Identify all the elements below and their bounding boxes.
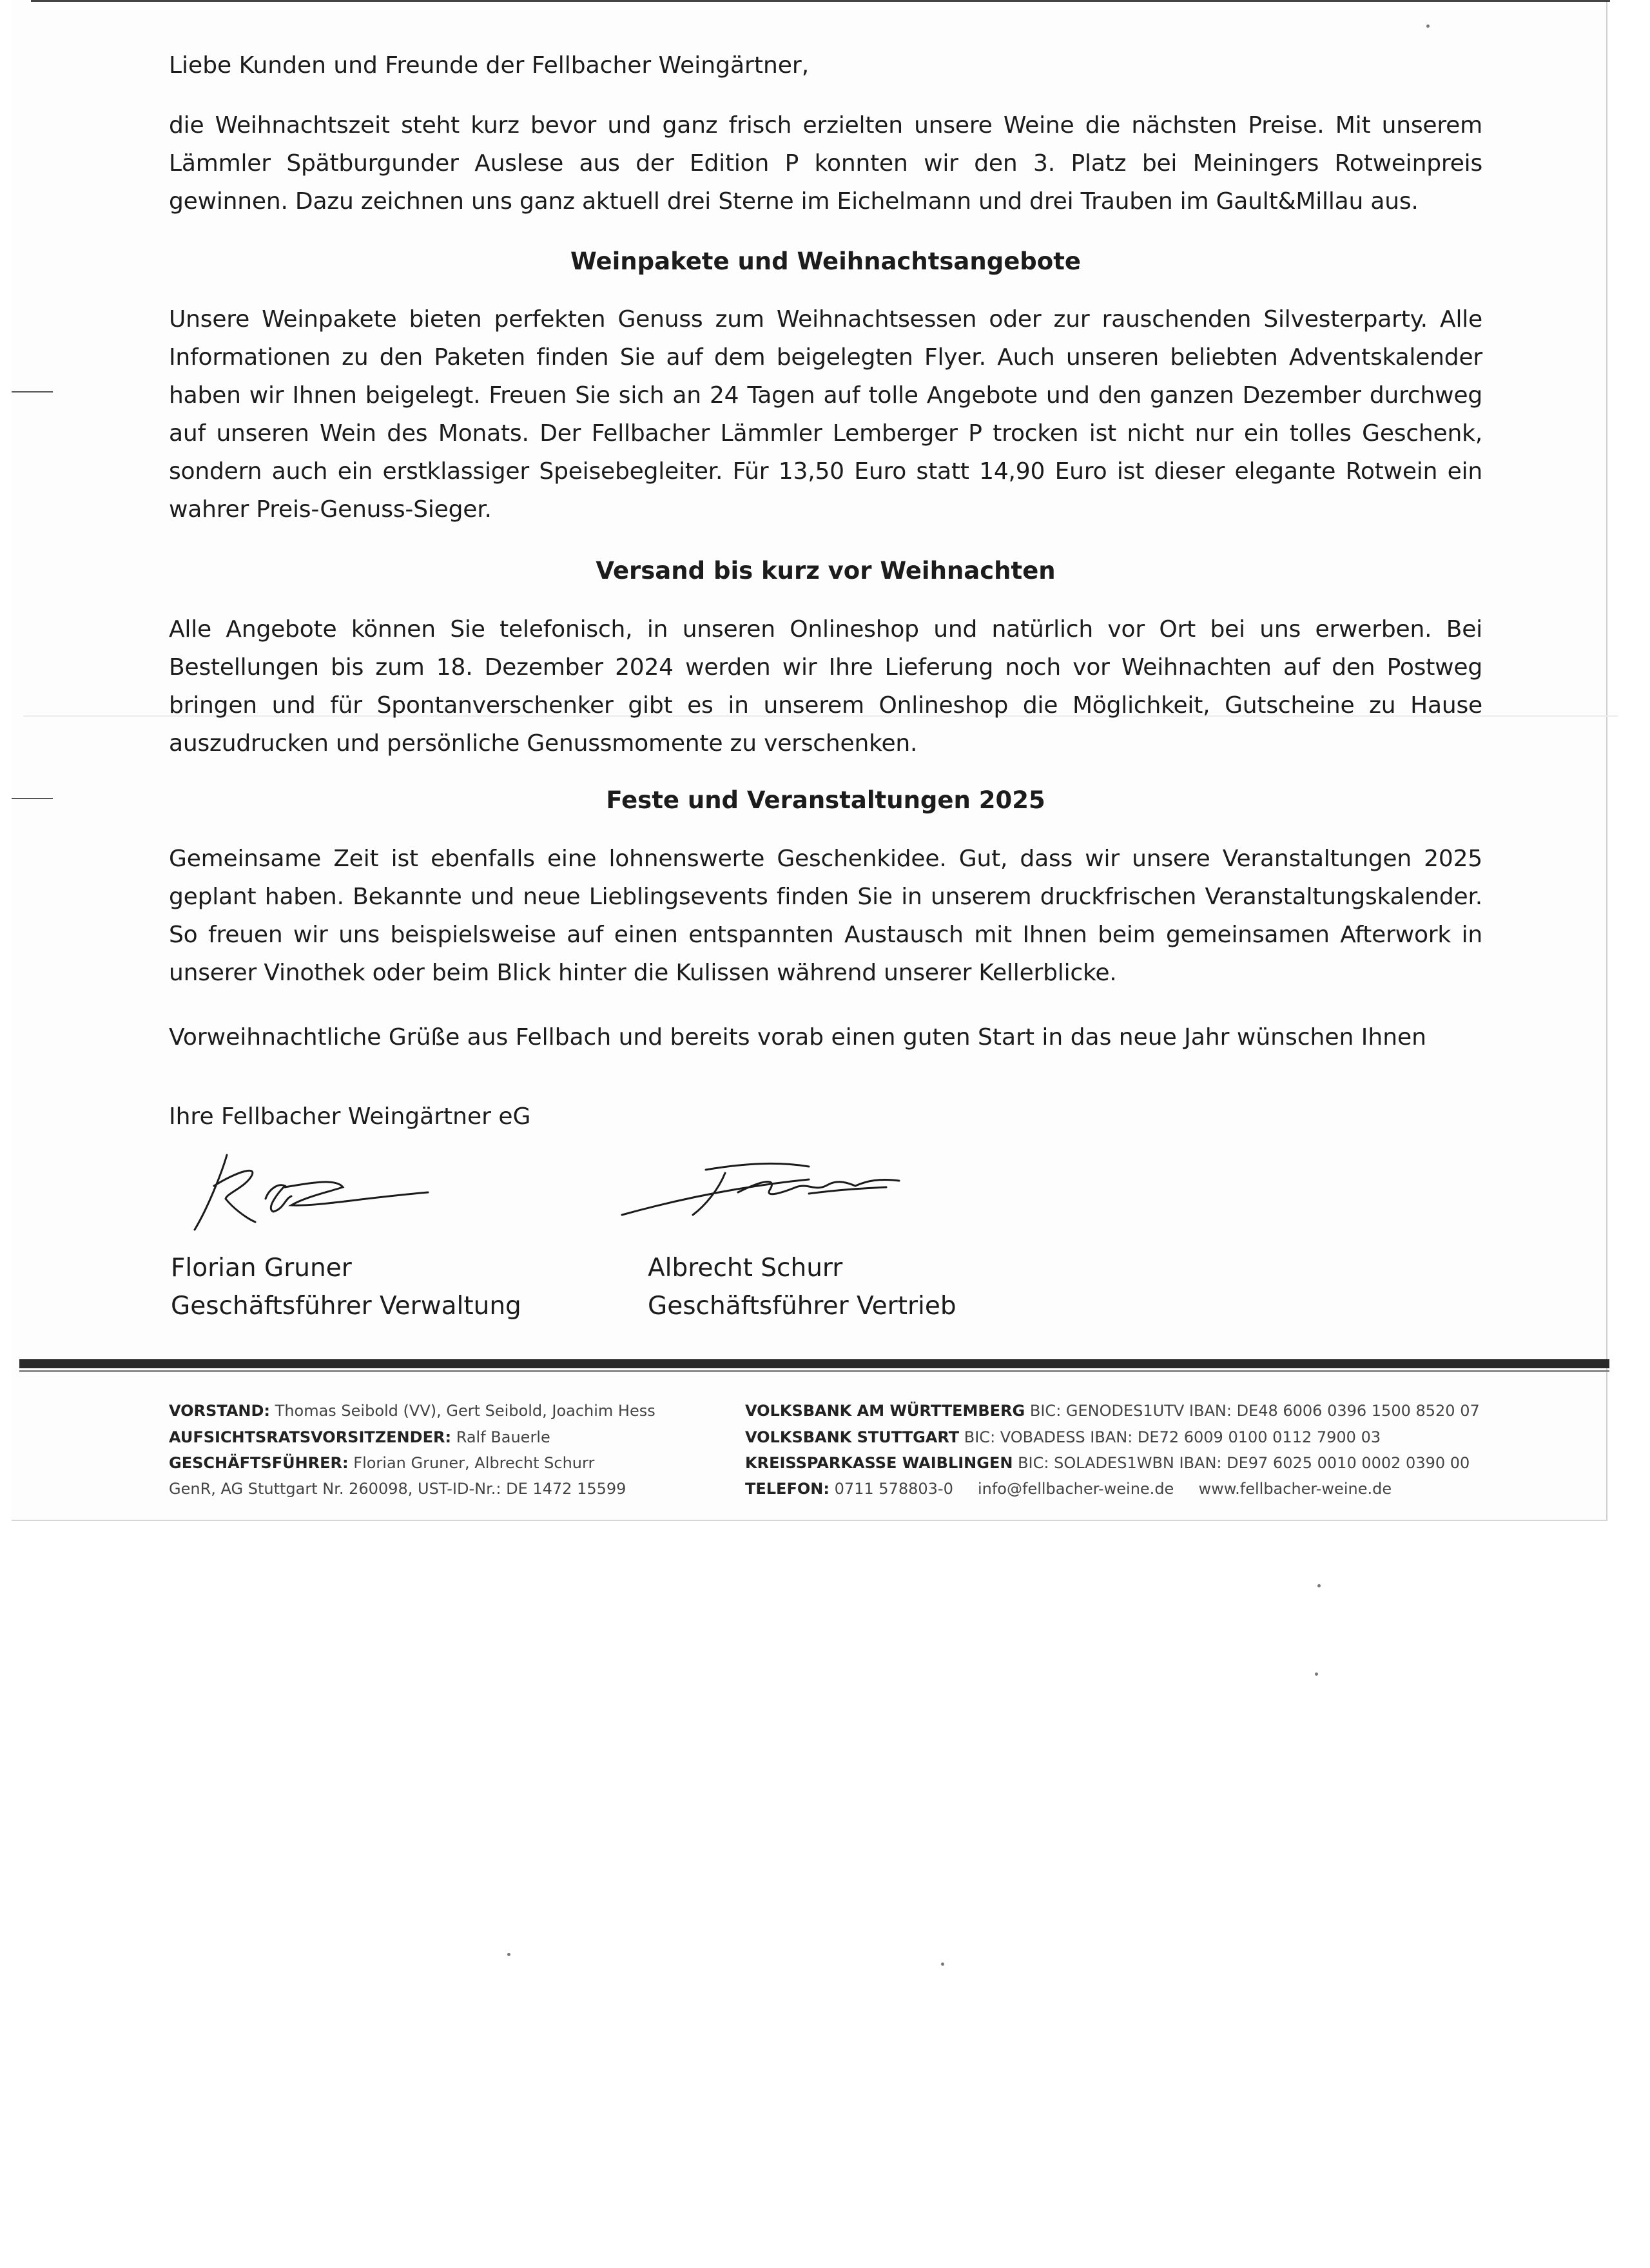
section-heading-feste: Feste und Veranstaltungen 2025 xyxy=(606,786,1045,814)
top-edge-line xyxy=(31,0,1610,2)
scan-speck xyxy=(941,1963,944,1966)
scan-speck xyxy=(1315,1672,1318,1676)
footer-register: GenR, AG Stuttgart Nr. 260098, UST-ID-Nr.: DE 1472 15599 xyxy=(169,1480,626,1498)
footer-divider-shadow xyxy=(19,1370,1609,1372)
footer-bank-3: KREISSPARKASSE WAIBLINGEN BIC: SOLADES1WBN IBAN: DE97 6025 0010 0002 0390 00 xyxy=(745,1454,1470,1472)
footer-divider xyxy=(19,1359,1609,1368)
closing-line: Vorweihnachtliche Grüße aus Fellbach und bereits vorab einen guten Start in das neue Jahr wünschen Ihnen xyxy=(169,1024,1426,1051)
signatory-1-role: Geschäftsführer Verwaltung xyxy=(171,1292,521,1321)
section-heading-versand: Versand bis kurz vor Weihnachten xyxy=(596,557,1056,585)
section-heading-weinpakete: Weinpakete und Weihnachtsangebote xyxy=(570,247,1081,275)
signature-florian-gruner xyxy=(188,1147,433,1237)
footer-geschaeftsfuehrer: GESCHÄFTSFÜHRER: Florian Gruner, Albrecht Schurr xyxy=(169,1454,595,1472)
scan-speck xyxy=(1426,24,1430,28)
scan-speck xyxy=(507,1953,510,1956)
section-text-feste: Gemeinsame Zeit ist ebenfalls eine lohnenswerte Geschenkidee. Gut, dass wir unsere Veranstaltungen 2025 geplant haben. Bekannte und neue Lieblingsevents finden Sie in unserem druckfrischen Veranstaltungskalender. So freuen wir uns beispielsweise auf einen entspannten Austausch mit Ihnen beim gemeinsamen Afterwork in unserer Vinothek oder beim Blick hinter die Kulissen während unserer Kellerblicke. xyxy=(169,846,1482,986)
footer-bank-1: VOLKSBANK AM WÜRTTEMBERG BIC: GENODES1UTV IBAN: DE48 6006 0396 1500 8520 07 xyxy=(745,1402,1480,1420)
section-text-weinpakete: Unsere Weinpakete bieten perfekten Genuss zum Weihnachtsessen oder zur rauschenden Silvesterparty. Alle Informationen zu den Paketen finden Sie auf dem beigelegten Flyer. Auch unseren beliebten Adventskalender haben wir Ihnen beigelegt. Freuen Sie sich an 24 Tagen auf tolle Angebote und den ganzen Dezember durchweg auf unseren Wein des Monats. Der Fellbacher Lämmler Lemberger P trocken ist nicht nur ein tolles Geschenk, sondern auch ein erstklassiger Speisebegleiter. Für 13,50 Euro statt 14,90 Euro ist dieser elegante Rotwein ein wahrer Preis-Genuss-Sieger. xyxy=(169,306,1482,523)
section-text-versand: Alle Angebote können Sie telefonisch, in unseren Onlineshop und natürlich vor Ort bei uns erwerben. Bei Bestellungen bis zum 18. Dezember 2024 werden wir Ihre Lieferung noch vor Weihnachten auf den Postweg bringen und für Spontanverschenker gibt es in unserem Onlineshop die Möglichkeit, Gutscheine zu Hause auszudrucken und persönliche Genussmomente zu verschenken. xyxy=(169,616,1482,757)
fold-mark-top xyxy=(12,391,53,393)
fold-mark-middle xyxy=(12,798,53,799)
footer-bank-2: VOLKSBANK STUTTGART BIC: VOBADESS IBAN: DE72 6009 0100 0112 7900 03 xyxy=(745,1428,1381,1446)
signature-albrecht-schurr xyxy=(616,1154,925,1231)
signatory-1-name: Florian Gruner xyxy=(171,1254,352,1283)
scan-speck xyxy=(1317,1584,1321,1587)
footer-contact: TELEFON: 0711 578803-0 info@fellbacher-weine.de www.fellbacher-weine.de xyxy=(745,1480,1392,1498)
footer-aufsichtsrat: AUFSICHTSRATSVORSITZENDER: Ralf Bauerle xyxy=(169,1428,550,1446)
intro-paragraph: die Weihnachtszeit steht kurz bevor und ganz frisch erzielten unsere Weine die nächsten Preise. Mit unserem Lämmler Spätburgunder Auslese aus der Edition P konnten wir den 3. Platz bei Meiningers Rotweinpreis gewinnen. Dazu zeichnen uns ganz aktuell drei Sterne im Eichelmann und drei Trauben im Gault&Millau aus. xyxy=(169,112,1482,215)
footer-vorstand: VORSTAND: Thomas Seibold (VV), Gert Seibold, Joachim Hess xyxy=(169,1402,655,1420)
signatory-2-name: Albrecht Schurr xyxy=(648,1254,843,1283)
sender-line: Ihre Fellbacher Weingärtner eG xyxy=(169,1103,531,1130)
signatory-2-role: Geschäftsführer Vertrieb xyxy=(648,1292,956,1321)
salutation: Liebe Kunden und Freunde der Fellbacher Weingärtner, xyxy=(169,52,810,79)
